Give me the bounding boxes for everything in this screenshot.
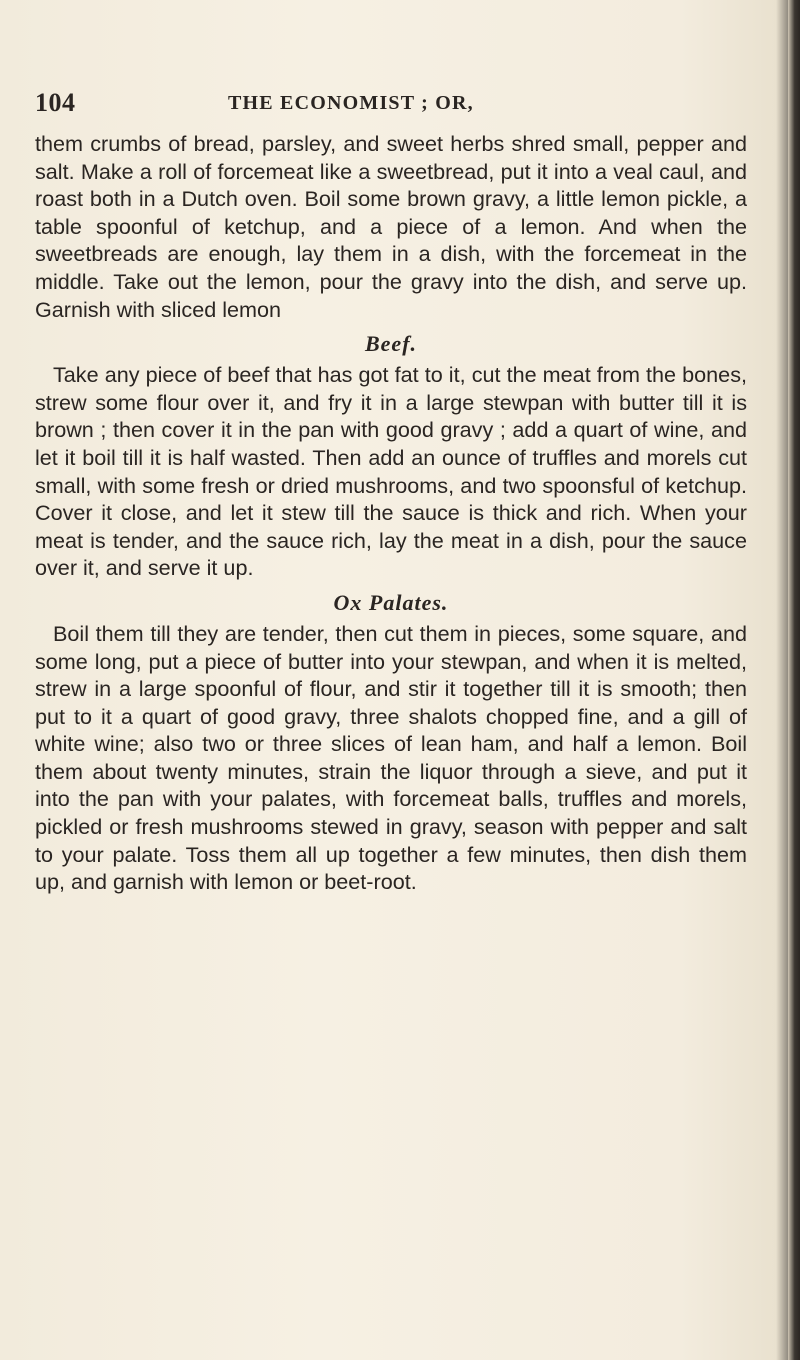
page-body [35,130,747,896]
opening-paragraph: them crumbs of bread, parsley, and sweet herbs shred small, pepper and salt. Make a roll of forcemeat like a sweetbread, put it into a veal caul, and roast both in a Dutch oven. Boil some brown gravy, a little lemon pickle, a table spoonful of ketchup, and a piece of a lemon. And when the sweetbreads are enough, lay them in a dish, with the forcemeat in the middle. Take out the lemon, pour the gravy into the dish, and serve up. Garnish with sliced lemon [35,131,747,322]
book-spine-edge [788,0,800,1360]
running-head: THE ECONOMIST ; OR, [228,92,474,114]
section-heading-beef: Beef. [364,331,418,357]
page-number: 104 [35,88,76,117]
section-text-ox-palates: Boil them till they are tender, then cut them in pieces, some square, and some long, put a piece of butter into your stewpan, and when it is melted, strew in a large spoonful of flour, and stir it together till it is smooth; then put to it a quart of good gravy, three shalots chopped fine, and a gill of white wine; also two or three slices of lean ham, and half a lemon. Boil them about twenty minutes, strain the liquor through a sieve, and put it into the pan with your palates, with forcemeat balls, truffles and morels, pickled or fresh mushrooms stewed in gravy, season with pepper and salt to your palate. Toss them all up together a few minutes, then dish them up, and garnish with lemon or beet-root. [35,620,747,895]
section-text-beef: Take any piece of beef that has got fat to it, cut the meat from the bones, strew some flour over it, and fry it in a large stewpan with butter till it is brown ; then cover it in the pan with good gravy ; add a quart of wine, and let it boil till it is half wasted. Then add an ounce of truffles and morels cut small, with some fresh or dried mushrooms, and two spoonsful of ketchup. Cover it close, and let it stew till the sauce is thick and rich. When your meat is tender, and the sauce rich, lay the meat in a dish, pour the sauce over it, and serve it up. [35,362,747,581]
page-header [35,88,735,118]
section-heading-ox-palates: Ox Palates. [333,589,449,615]
